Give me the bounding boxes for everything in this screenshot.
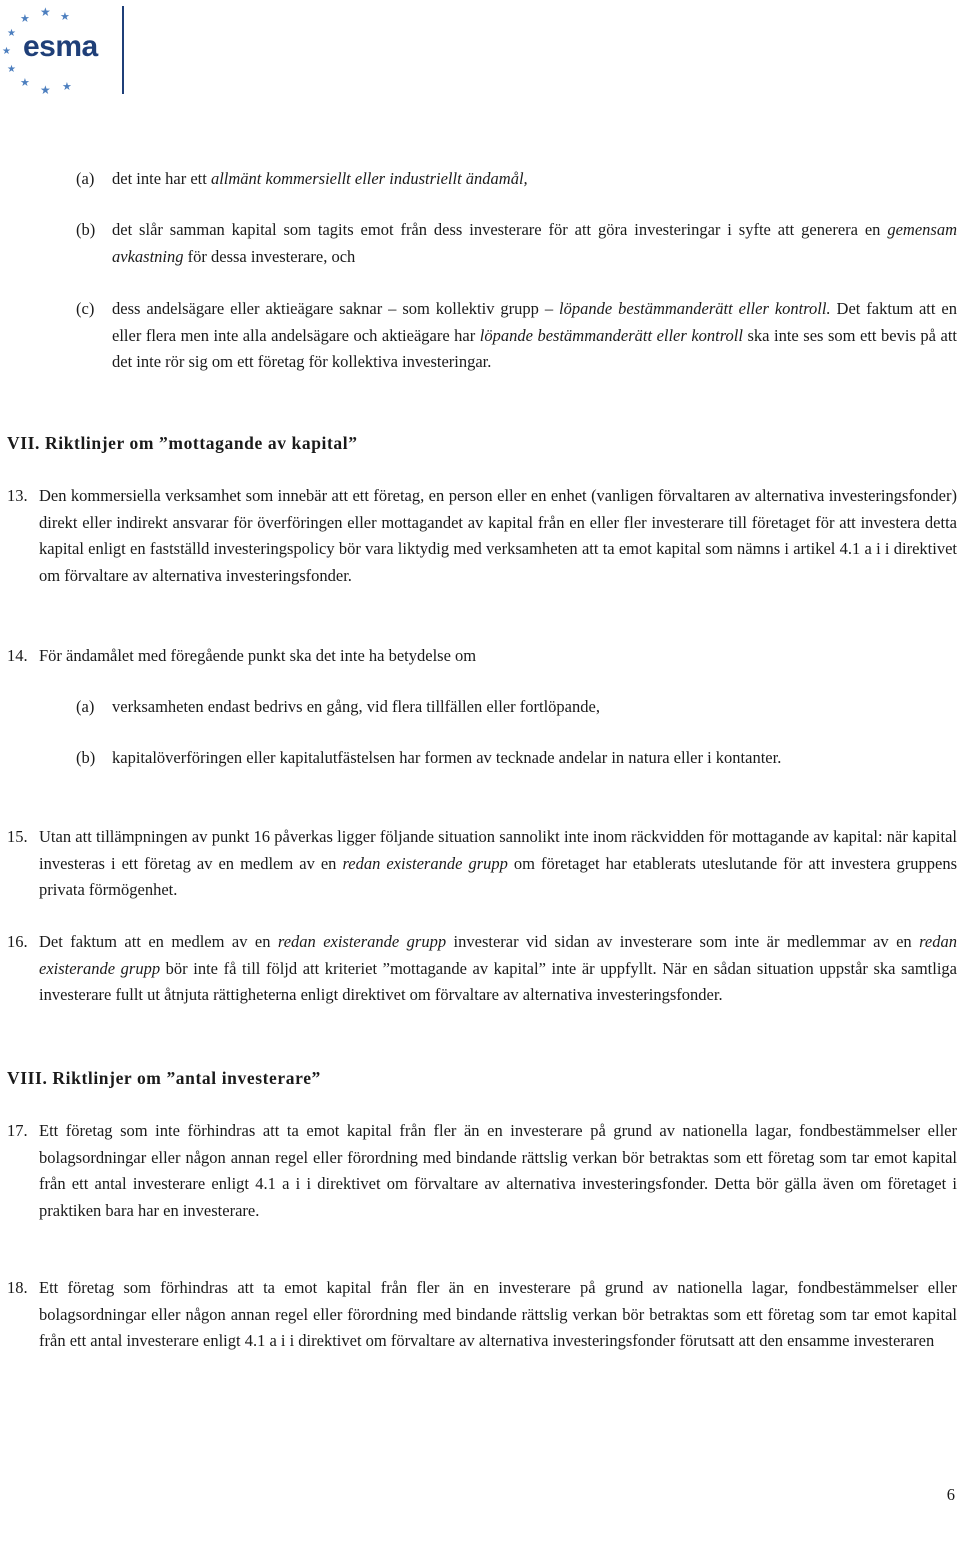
logo-wordmark: esma: [23, 30, 98, 63]
svg-text:★: ★: [7, 64, 16, 75]
paragraph-17: Ett företag som inte förhindras att ta emot kapital från fler än en investerare på grund av nationella lagar, fondbestämmelser eller bolagsordningar eller någon annan regel eller förordning med bindande rättslig verkan bör betraktas som ett företag som tar emot kapital från ett antal investerare enligt 4.1 a i i direktivet om förvaltare av alternativa investeringsfonder. Detta bör gälla även om företaget i praktiken bara har en investerare.: [39, 1121, 957, 1220]
svg-text:★: ★: [7, 28, 16, 39]
page-number: 6: [946, 1485, 955, 1504]
paragraph-14: För ändamålet med föregående punkt ska det inte ha betydelse om: [39, 646, 477, 665]
svg-text:★: ★: [20, 76, 30, 89]
svg-text:★: ★: [62, 80, 72, 93]
paragraph-16: Det faktum att en medlem av en redan existerande grupp investerar vid sidan av investerare som inte är medlemmar av en redan existerande grupp bör inte få till följd att kriteriet ”mottagande av kapital” inte är uppfyllt. När en sådan situation uppstår ska samtliga investerare fullt ut åtnjuta rättigheterna enligt direktivet om förvaltare av alternativa investeringsfonder.: [39, 932, 957, 1004]
svg-text:★: ★: [60, 10, 70, 23]
section-heading-viii: VIII. Riktlinjer om ”antal investerare”: [7, 1068, 321, 1088]
section-heading-vii: VII. Riktlinjer om ”mottagande av kapital”: [7, 433, 358, 453]
list-item-a: det inte har ett allmänt kommersiellt eller industriellt ändamål,: [112, 169, 528, 188]
paragraph-number-14: 14.: [7, 646, 28, 665]
list-label-b: (b): [76, 220, 96, 239]
paragraph-13: Den kommersiella verksamhet som innebär att ett företag, en person eller en enhet (vanligen förvaltaren av alternativa investeringsfonder) direkt eller indirekt ansvarar för överföringen eller mottagandet av kapital från en eller fler investerare till företaget för att investera detta kapital enligt en fastställd investeringspolicy bör vara liktydig med verksamheten att ta emot kapital som nämns i artikel 4.1 a i i direktivet om förvaltare av alternativa investeringsfonder.: [39, 486, 957, 585]
paragraph-15: Utan att tillämpningen av punkt 16 påverkas ligger följande situation sannolikt inte inom räckvidden för mottagande av kapital: när kapital investeras i ett företag av en medlem av en redan existerande grupp om företaget har etablerats uteslutande för att investera gruppens privata förmögenhet.: [39, 827, 958, 899]
list-item-b: det slår samman kapital som tagits emot från dess investerare för att göra investeringar i syfte att generera en gemensam avkastning för dessa investerare, och: [112, 220, 957, 266]
list-label-14a: (a): [76, 697, 95, 716]
paragraph-number-13: 13.: [7, 486, 28, 505]
paragraph-number-17: 17.: [7, 1121, 28, 1140]
list-item-14b: kapitalöverföringen eller kapitalutfästelsen har formen av tecknade andelar in natura eller i kontanter.: [112, 748, 782, 767]
list-label-14b: (b): [76, 748, 96, 767]
list-label-a: (a): [76, 169, 95, 188]
paragraph-18: Ett företag som förhindras att ta emot kapital från fler än en investerare på grund av nationella lagar, fondbestämmelser eller bolagsordningar eller någon annan regel eller förordning med bindande rättslig verkan bör betraktas som ett företag som tar emot kapital från ett antal investerare enligt 4.1 a i i direktivet om förvaltare av alternativa investeringsfonder förutsatt att den ensamme investeraren: [39, 1278, 957, 1350]
paragraph-number-16: 16.: [7, 932, 28, 951]
svg-text:★: ★: [20, 12, 30, 25]
svg-text:★: ★: [40, 83, 51, 97]
logo-divider: [122, 6, 124, 94]
list-item-c: dess andelsägare eller aktieägare saknar – som kollektiv grupp – löpande bestämmanderätt eller kontroll. Det faktum att en eller flera men inte alla andelsägare och aktieägare har löpande bestämmanderätt eller kontroll ska inte ses som ett bevis på att det inte rör sig om ett företag för kollektiva investeringar.: [112, 299, 957, 371]
list-item-14a: verksamheten endast bedrivs en gång, vid flera tillfällen eller fortlöpande,: [112, 697, 600, 716]
svg-text:★: ★: [2, 46, 11, 57]
paragraph-number-15: 15.: [7, 827, 28, 846]
esma-logo: [0, 0, 130, 98]
paragraph-number-18: 18.: [7, 1278, 28, 1297]
list-label-c: (c): [76, 299, 95, 318]
svg-text:★: ★: [40, 5, 51, 19]
